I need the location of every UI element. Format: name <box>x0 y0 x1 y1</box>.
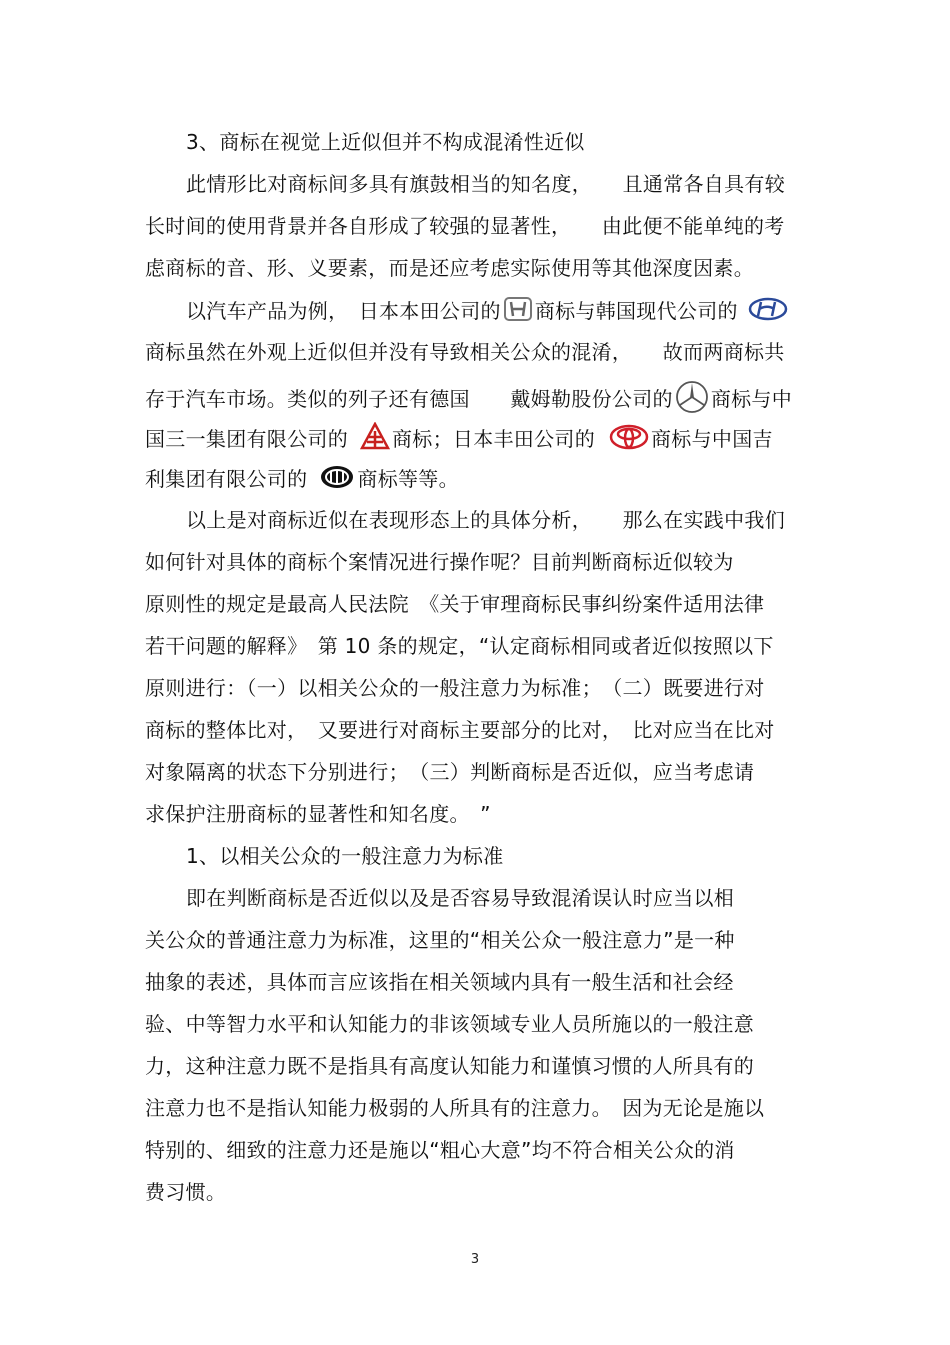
paragraph-line: 对象隔离的状态下分别进行； （三）判断商标是否近似，应当考虑请 <box>145 760 755 784</box>
section-heading-1: 1、以相关公众的一般注意力为标准 <box>186 844 504 868</box>
text-run: 国三一集团有限公司的 <box>145 427 348 451</box>
text-run: 商标与中国吉 <box>651 427 773 451</box>
paragraph-line: 若干问题的解释》 第 10 条的规定，“认定商标相同或者近似按照以下 <box>145 634 774 658</box>
paragraph-line: 商标虽然在外观上近似但并没有导致相关公众的混淆， 故而两商标共 <box>145 340 785 364</box>
paragraph-line: 商标的整体比对， 又要进行对商标主要部分的比对， 比对应当在比对 <box>145 718 775 742</box>
paragraph-line: 注意力也不是指认知能力极弱的人所具有的注意力。 因为无论是施以 <box>145 1096 765 1120</box>
paragraph-line-logos-4 <box>145 464 459 497</box>
text-run: 存于汽车市场。类似的列子还有德国 戴姆勒股份公司的 <box>145 387 673 411</box>
paragraph-line: 原则进行：（一）以相关公众的一般注意力为标准； （二）既要进行对 <box>145 676 765 700</box>
paragraph-line: 以上是对商标近似在表现形态上的具体分析， 那么在实践中我们 <box>186 508 785 532</box>
paragraph-line: 如何针对具体的商标个案情况进行操作呢？目前判断商标近似较为 <box>145 550 734 574</box>
text-run: 以汽车产品为例， 日本本田公司的 <box>186 299 501 323</box>
text-run: 商标与中 <box>710 387 793 411</box>
text-run: 商标等等。 <box>357 467 459 491</box>
paragraph-line: 虑商标的音、形、义要素，而是还应考虑实际使用等其他深度因素。 <box>145 256 754 280</box>
geely-logo <box>319 464 355 497</box>
paragraph-line: 求保护注册商标的显著性和知名度。 ” <box>145 802 491 826</box>
paragraph-line: 验、中等智力水平和认知能力的非该领域专业人员所施以的一般注意 <box>145 1012 754 1036</box>
page-number: 3 <box>470 1252 480 1267</box>
toyota-logo <box>609 424 649 457</box>
paragraph-line: 此情形比对商标间多具有旗鼓相当的知名度， 且通常各自具有较 <box>186 172 785 196</box>
mercedes-logo <box>675 380 709 421</box>
honda-logo <box>503 296 533 329</box>
paragraph-line-logos-3 <box>145 422 773 459</box>
section-heading-3: 3、商标在视觉上近似但并不构成混淆性近似 <box>186 130 585 154</box>
paragraph-line: 特别的、细致的注意力还是施以“粗心大意”均不符合相关公众的消 <box>145 1138 735 1162</box>
paragraph-line: 力，这种注意力既不是指具有高度认知能力和谨慎习惯的人所具有的 <box>145 1054 754 1078</box>
paragraph-line: 长时间的使用背景并各自形成了较强的显著性， 由此便不能单纯的考 <box>145 214 785 238</box>
paragraph-line: 即在判断商标是否近似以及是否容易导致混淆误认时应当以相 <box>186 886 735 910</box>
paragraph-line: 关公众的普通注意力为标准，这里的“相关公众一般注意力”是一种 <box>145 928 735 952</box>
paragraph-line: 抽象的表述，具体而言应该指在相关领域内具有一般生活和社会经 <box>145 970 734 994</box>
paragraph-line: 原则性的规定是最高人民法院 《关于审理商标民事纠纷案件适用法律 <box>145 592 765 616</box>
sany-logo <box>360 422 390 459</box>
paragraph-line-logos-1 <box>186 296 790 329</box>
text-run: 商标与韩国现代公司的 <box>534 299 738 323</box>
paragraph-line: 费习惯。 <box>145 1180 227 1204</box>
text-run: 利集团有限公司的 <box>145 467 308 491</box>
hyundai-logo <box>748 297 788 328</box>
text-run: 商标；日本丰田公司的 <box>392 427 595 451</box>
paragraph-line-logos-2 <box>145 380 792 421</box>
